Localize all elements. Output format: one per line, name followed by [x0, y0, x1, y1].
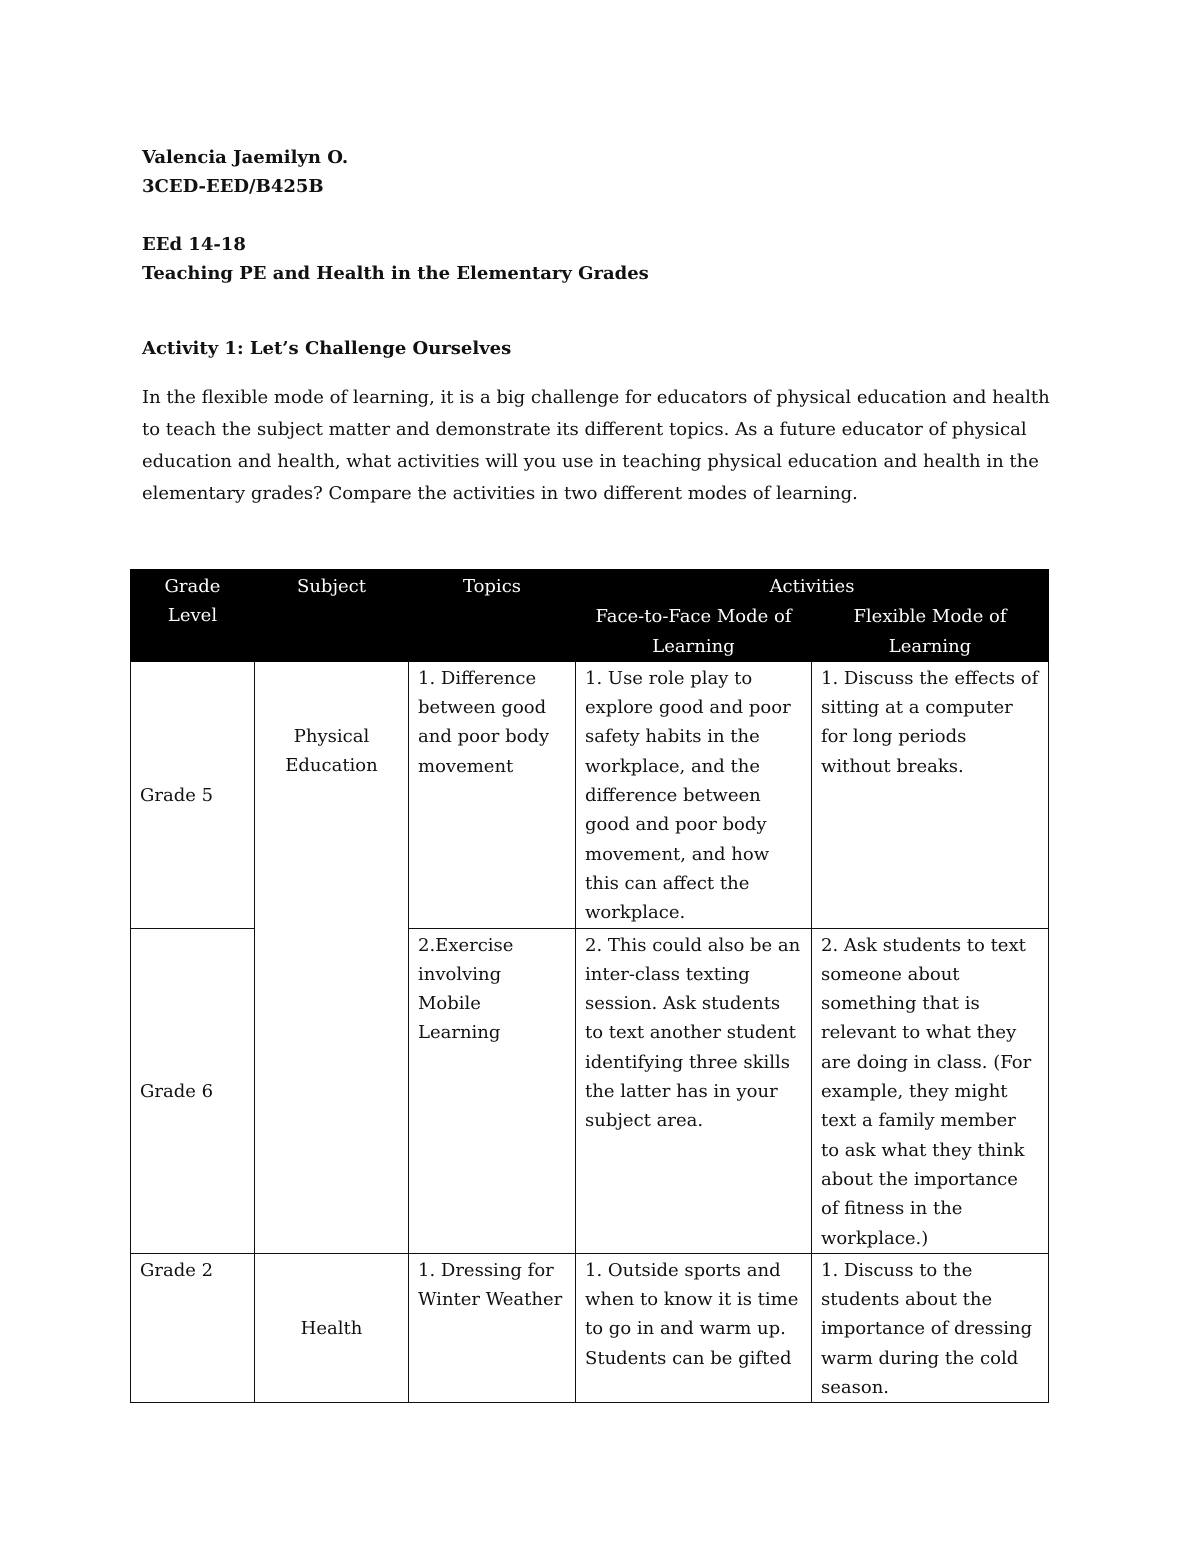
flexible-cell: 1. Discuss to the students about the importance of dressing warm during the cold season. [812, 1253, 1049, 1402]
course-code: EEd 14-18 [142, 234, 246, 255]
grade-cell: Grade 6 [131, 928, 255, 1253]
header-flexible: Flexible Mode of Learning [812, 602, 1049, 662]
course-title: Teaching PE and Health in the Elementary Grades [142, 263, 649, 284]
subject-cell: Physical Education [255, 661, 409, 1253]
header-grade-level: Grade Level [131, 570, 255, 662]
activity-table [130, 569, 1049, 1403]
header-subject: Subject [255, 570, 409, 662]
flexible-cell: 1. Discuss the effects of sitting at a computer for long periods without breaks. [812, 661, 1049, 928]
student-section: 3CED-EED/B425B [142, 176, 324, 197]
table-row [131, 661, 1049, 928]
face-to-face-cell: 1. Outside sports and when to know it is time to go in and warm up. Students can be gifted [576, 1253, 812, 1402]
subject-cell: Health [255, 1253, 409, 1402]
header-face-to-face: Face-to-Face Mode of Learning [576, 602, 812, 662]
activity-instructions: In the flexible mode of learning, it is a big challenge for educators of physical education and health to teach the subject matter and demonstrate its different topics. As a future educator of physical education and health, what activities will you use in teaching physical education and health in the elementary grades? Compare the activities in two different modes of learning. [142, 387, 1050, 504]
topic-cell: 1. Dressing for Winter Weather [409, 1253, 576, 1402]
header-topics: Topics [409, 570, 576, 662]
flexible-cell: 2. Ask students to text someone about something that is relevant to what they are doing in class. (For example, they might text a family member to ask what they think about the importance of fitness in the workplace.) [812, 928, 1049, 1253]
course-info [142, 230, 649, 288]
student-info [142, 143, 348, 201]
student-name: Valencia Jaemilyn O. [142, 147, 349, 168]
header-activities: Activities [576, 570, 1049, 602]
topic-cell: 2.Exercise involving Mobile Learning [409, 928, 576, 1253]
grade-cell: Grade 2 [131, 1253, 255, 1402]
face-to-face-cell: 2. This could also be an inter-class texting session. Ask students to text another student identifying three skills the latter has in your subject area. [576, 928, 812, 1253]
table-row [131, 1253, 1049, 1402]
table-header-row [131, 570, 1049, 602]
grade-cell: Grade 5 [131, 661, 255, 928]
activity-title: Activity 1: Let’s Challenge Ourselves [142, 338, 512, 359]
face-to-face-cell: 1. Use role play to explore good and poor safety habits in the workplace, and the difference between good and poor body movement, and how this can affect the workplace. [576, 661, 812, 928]
topic-cell: 1. Difference between good and poor body movement [409, 661, 576, 928]
